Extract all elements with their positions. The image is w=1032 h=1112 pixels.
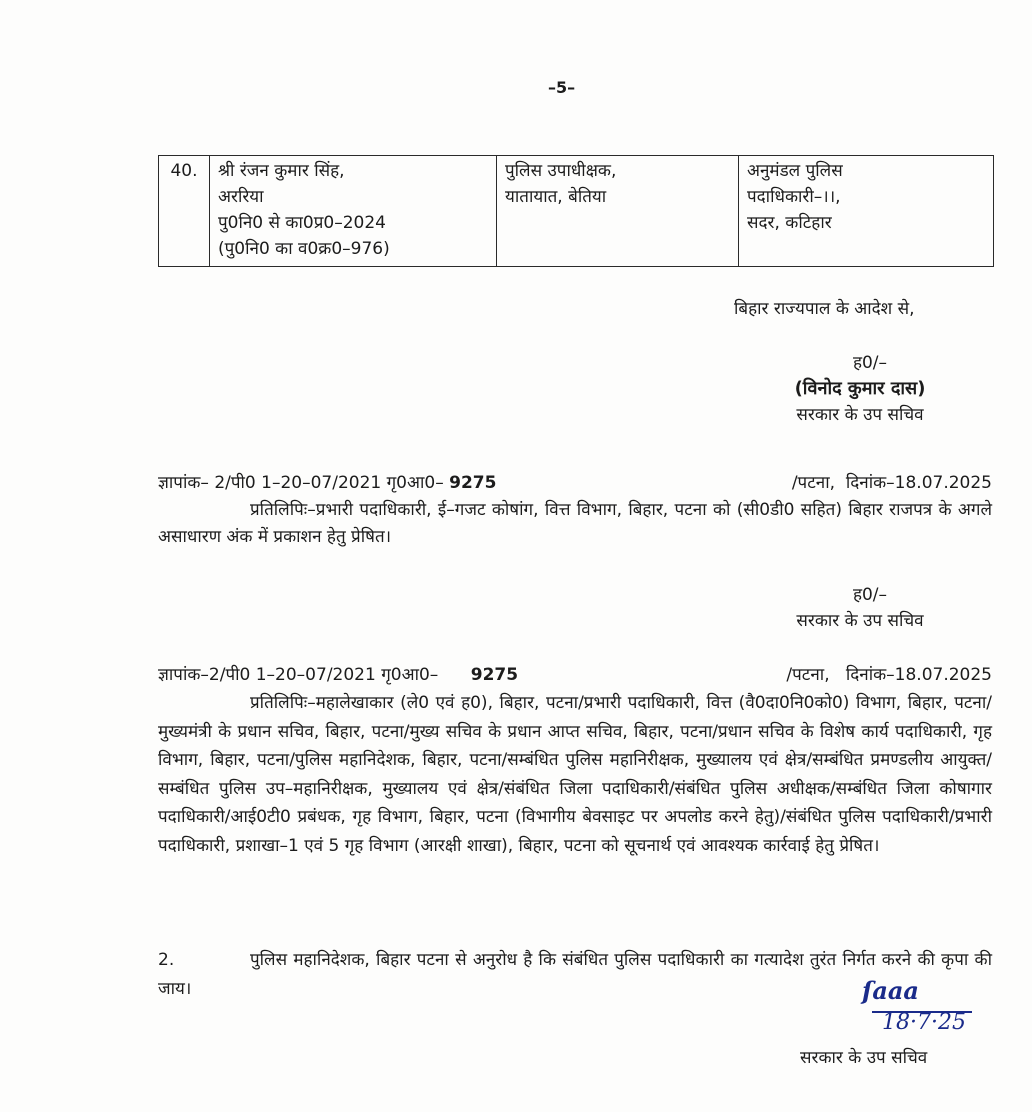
- current-post-cell: [497, 156, 739, 267]
- new-post-line: सदर, कटिहार: [747, 213, 832, 233]
- officer-name: (विनोद कुमार दास): [794, 378, 926, 399]
- memo-date: दिनांक–18.07.2025: [845, 473, 992, 493]
- order-signature-block: [760, 350, 960, 428]
- memo-number: 9275: [449, 473, 497, 493]
- memo2-header: [158, 662, 992, 688]
- designation: सरकार के उप सचिव: [800, 1048, 928, 1068]
- point-text: पुलिस महानिदेशक, बिहार पटना से अनुरोध है कि संबंधित पुलिस पदाधिकारी का गत्यादेश तुरंत निर्गत करने की कृपा की जाय।: [158, 950, 992, 999]
- officer-batch: पु0नि0 से का0प्र0–2024: [218, 213, 386, 233]
- current-post-line: यातायात, बेतिया: [505, 187, 607, 207]
- new-post-cell: [739, 156, 994, 267]
- new-post-line: अनुमंडल पुलिस: [747, 161, 843, 181]
- current-post-line: पुलिस उपाधीक्षक,: [505, 161, 617, 181]
- designation: सरकार के उप सचिव: [796, 611, 924, 631]
- memo-date: दिनांक–18.07.2025: [845, 665, 992, 685]
- table-row: [159, 156, 994, 267]
- page-number: –5–: [548, 78, 576, 97]
- memo1-copy-paragraph: [158, 497, 992, 551]
- signature-date: 18·7·25: [882, 1010, 966, 1035]
- memo-number: 9275: [470, 665, 519, 685]
- memo1-header: [158, 470, 992, 496]
- memo-prefix: ज्ञापांक–2/पी0 1–20–07/2021 गृ0आ0–: [158, 665, 439, 685]
- transfer-table: [158, 155, 994, 267]
- officer-name: श्री रंजन कुमार सिंह,: [218, 161, 345, 181]
- signed-mark: ह0/–: [852, 585, 888, 605]
- point-number: 2.: [158, 950, 175, 970]
- new-post-line: पदाधिकारी–।।,: [747, 187, 841, 207]
- memo-place: /पटना,: [786, 665, 830, 685]
- memo1-copy-text: प्रतिलिपिः–प्रभारी पदाधिकारी, ई–गजट कोषांग, वित्त विभाग, बिहार, पटना को (सी0डी0 सहित) बिहार राजपत्र के अगले असाधारण अंक में प्रकाशन हेतु प्रेषित।: [158, 500, 992, 547]
- serial-cell: 40.: [159, 156, 210, 267]
- officer-district: अररिया: [218, 187, 264, 207]
- signature-initials: ſaaa: [862, 976, 919, 1005]
- officer-name-cell: [210, 156, 497, 267]
- memo-prefix: ज्ञापांक– 2/पी0 1–20–07/2021 गृ0आ0–: [158, 473, 444, 493]
- officer-seniority: (पु0नि0 का व0क्र0–976): [218, 239, 390, 259]
- memo1-signature-block: [760, 582, 960, 634]
- memo2-copy-paragraph: [158, 689, 992, 860]
- signed-mark: ह0/–: [852, 353, 888, 373]
- by-order-text: बिहार राज्यपाल के आदेश से,: [734, 299, 915, 319]
- memo-place: /पटना,: [791, 473, 836, 493]
- designation: सरकार के उप सचिव: [796, 405, 924, 425]
- memo2-copy-text: प्रतिलिपिः–महालेखाकार (ले0 एवं ह0), बिहार, पटना/प्रभारी पदाधिकारी, वित्त (वै0दा0नि0को0) विभाग, बिहार, पटना/मुख्यमंत्री के प्रधान सचिव, बिहार, पटना/मुख्य सचिव के प्रधान आप्त सचिव, बिहार, पटना/प्रधान सचिव के विशेष कार्य पदाधिकारी, गृह विभाग, बिहार, पटना/पुलिस महानिदेशक, बिहार, पटना/सम्बंधित पुलिस महानिरीक्षक, मुख्यालय एवं क्षेत्र/सम्बंधित प्रमण्डलीय आयुक्त/सम्बंधित पुलिस उप–महानिरीक्षक, मुख्यालय एवं क्षेत्र/संबंधित जिला पदाधिकारी/संबंधित पुलिस अधीक्षक/सम्बंधित जिला कोषागार पदाधिकारी/आई0टी0 प्रबंधक, गृह विभाग, बिहार, पटना (विभागीय बेवसाइट पर अपलोड करने हेतु)/संबंधित पुलिस पदाधिकारी/प्रभारी पदाधिकारी, प्रशाखा–1 एवं 5 गृह विभाग (आरक्षी शाखा), बिहार, पटना को सूचनार्थ एवं आवश्यक कार्रवाई हेतु प्रेषित।: [158, 693, 992, 856]
